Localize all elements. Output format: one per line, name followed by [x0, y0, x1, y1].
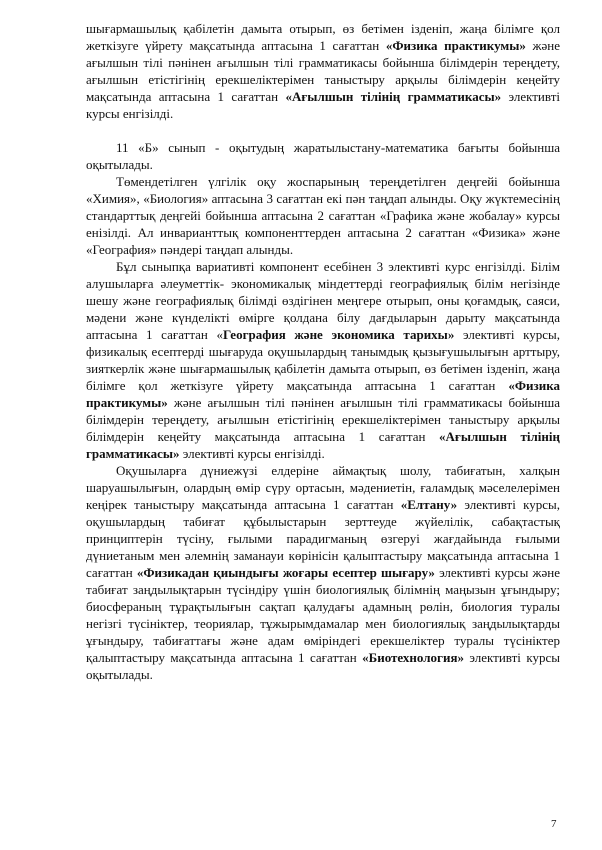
bold-course-name: «Ағылшын тілінің грамматикасы» [86, 429, 560, 461]
text-run: Оқушыларға дүниежүзі елдеріне аймақтық шолу, табиғатын, халқын шаруашылығын, олардың өмір сүру ортасын, мәдениетін, ғаламдық мәселелерімен кеңірек таныстыру мақсатында аптасына 1 сағаттан [86, 463, 560, 512]
text-run: элективті курсы, физикалық есептерді шығаруда оқушылардың танымдық қызығушылығын арттыру, зияткерлік және шығармашылық қабілетін дамыта отырып, өз бетімен ізденіп, жаңа білімге қол жеткізуге үйрету мақсатында аптасына 1 сағаттан [86, 327, 560, 393]
bold-course-name: «Физика практикумы» [385, 38, 526, 53]
text-run: және ағылшын тілі пәнінен ағылшын тілі грамматикасы бойынша білімдерін тереңдету, ағылшын етістігінің ерекшеліктерімен таныстыру арқылы білімдерін кеңейту мақсатында аптасына 1 сағаттан [86, 38, 561, 104]
text-run: элективті курсы енгізілді. [86, 89, 561, 121]
page-number: 7 [551, 818, 557, 830]
text-run: және ағылшын тілі пәнінен ағылшын тілі грамматикасы бойынша білімдерін тереңдету, ағылшын етістігінің ерекшеліктерімен таныстыру арқылы білімдерін кеңейту мақсатында аптасына 1 сағаттан [86, 395, 560, 444]
text-run: Төмендетілген үлгілік оқу жоспарының тереңдетілген деңгейі бойынша «Химия», «Биология» аптасына 3 сағаттан екі пән таңдап алынды. Оқу жүктемесінің стандарттық деңгейі бойынша аптасына 2 сағаттан «Графика және жобалау» курсы енізілді. Ал инварианттық компоненттерден аптасына 2 сағаттан «Физика» және «География» пәндері таңдап алынды. [86, 174, 560, 257]
text-run: элективті курсы және табиғат заңдылықтарын түсіндіру үшін биологиялық білімнің маңызын ұғындыру; биосфераның тұрақтылығын сақтап қалудағы адамның рөлін, биология туралы негізгі түсініктер, теориялар, тұжырымдамалар мен биологиялық заңдылықтарды ұғындыру, табиғаттағы және адам өміріндегі ерекшеліктер туралы түсініктер қалыптастыру мақсатында аптасына 1 сағаттан [86, 565, 560, 665]
bold-course-name: «Биотехнология» [362, 650, 464, 665]
bold-course-name: «Физика практикумы» [86, 378, 560, 410]
text-run: 11 «Б» сынып - оқытудың жаратылыстану-математика бағыты бойынша оқытылады. [86, 140, 560, 172]
paragraph-5 [86, 462, 560, 683]
bold-course-name: «Ағылшын тілінің грамматикасы» [285, 89, 502, 104]
bold-course-name: География және экономика тарихы» [223, 327, 455, 342]
paragraph-2 [86, 139, 560, 173]
paragraph-1 [86, 20, 560, 122]
text-run: элективті курсы енгізілді. [179, 446, 325, 461]
paragraph-4 [86, 258, 560, 462]
bold-course-name: «Физикадан қиындығы жоғары есептер шығару» [136, 565, 435, 580]
text-run: шығармашылық қабілетін дамыта отырып, өз бетімен ізденіп, жаңа білімге қол жеткізуге үйрету мақсатында аптасына 1 сағаттан [86, 21, 560, 53]
text-run: Бұл сыныпқа вариативті компонент есебінен 3 элективті курс енгізілді. Білім алушыларға әлеуметтік- экономикалық міндеттерді географиялық білім негізінде шешу және географиялық білімді өздігінен меңгере отырып, оны қоғамдық, саяси, мәдени және күнделікті өмірге қолдана білу дағдыларын дарыту мақсатында аптасына 1 сағаттан « [86, 259, 560, 342]
bold-course-name: «Елтану» [400, 497, 458, 512]
paragraph-3 [86, 173, 560, 258]
text-run: элективті курсы оқытылады. [86, 650, 560, 682]
text-run: элективті курсы, оқушылардың табиғат құбылыстарын зерттеуде жүйелілік, сабақтастық принциптерін түсіну, ғылыми парадигманың өзгеруі жағдайында ғылыми дүниетаным мен әлемнің заманауи көрінісін қалыптастыру мақсатында аптасына 1 сағаттан [86, 497, 560, 580]
document-body [86, 20, 560, 683]
